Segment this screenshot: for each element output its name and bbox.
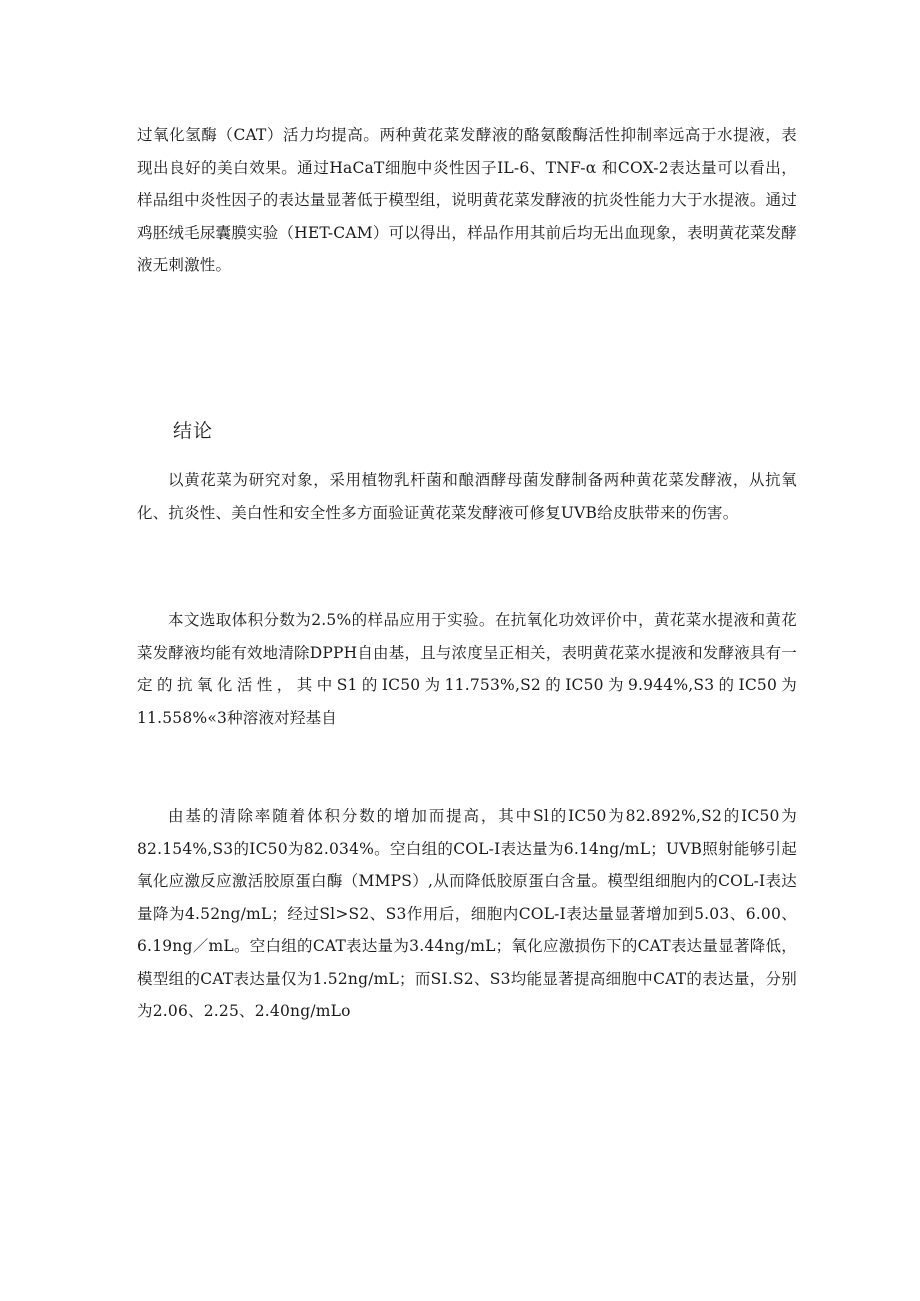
paragraph-antioxidant: 本文选取体积分数为2.5%的样品应用于实验。在抗氧化功效评价中，黄花菜水提液和黄花菜发酵液均能有效地清除DPPH自由基，且与浓度呈正相关，表明黄花菜水提液和发酵液具有一定的抗氧化活性，其中S1的IC50为11.753%,S2的IC50为9.944%,S3的IC50为11.558%«3种溶液对羟基自 [137,611,797,727]
paragraph-hydroxyl-col-cat: 由基的清除率随着体积分数的增加而提高，其中Sl的IC50为82.892%,S2的IC50为82.154%,S3的IC50为82.034%。空白组的COL-I表达量为6.14ng/mL；UVB照射能够引起氧化应激反应激活胶原蛋白酶（MMPS）,从而降低胶原蛋白含量。模型组细胞内的COL-I表达量降为4.52ng/mL；经过Sl>S2、S3作用后，细胞内COL-I表达量显著增加到5.03、6.00、6.19ng／mL。空白组的CAT表达量为3.44ng/mL；氧化应激损伤下的CAT表达量显著降低，模型组的CAT表达量仅为1.52ng/mL；而SI.S2、S3均能显著提高细胞中CAT的表达量，分别为2.06、2.25、2.40ng/mLo [137,807,797,1020]
section-heading-conclusion: 结论 [173,420,214,442]
paragraph-conclusion-intro: 以黄花菜为研究对象，采用植物乳杆菌和酿酒酵母菌发酵制备两种黄花菜发酵液，从抗氧化、抗炎性、美白性和安全性多方面验证黄花菜发酵液可修复UVB给皮肤带来的伤害。 [137,471,797,522]
paragraph-continued: 过氧化氢酶（CAT）活力均提高。两种黄花菜发酵液的酪氨酸酶活性抑制率远高于水提液，表现出良好的美白效果。通过HaCaT细胞中炎性因子IL-6、TNF-α 和COX-2表达量可以看出，样品组中炎性因子的表达量显著低于模型组，说明黄花菜发酵液的抗炎性能力大于水提液。通过鸡胚绒毛尿囊膜实验（HET-CAM）可以得出，样品作用其前后均无出血现象，表明黄花菜发酵液无刺激性。 [137,126,797,274]
